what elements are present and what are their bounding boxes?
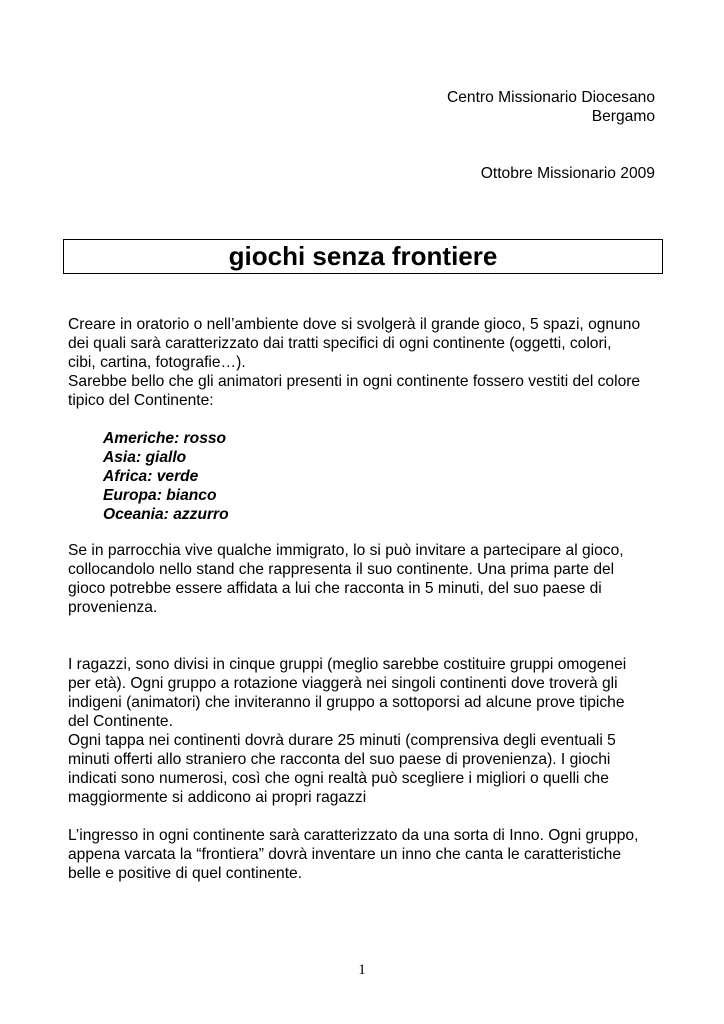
text-line: Sarebbe bello che gli animatori presenti in ogni continente fossero vestiti del colore (68, 373, 641, 390)
paragraph-3 (68, 655, 626, 807)
text-line: L’ingresso in ogni continente sarà caratterizzato da una sorta di Inno. Ogni gruppo, (68, 827, 639, 844)
text-line: Se in parrocchia vive qualche immigrato, lo si può invitare a partecipare al gioco, (68, 542, 624, 559)
city-name: Bergamo (591, 108, 655, 125)
list-item: Africa: verde (103, 468, 199, 485)
header-organization (447, 88, 655, 126)
organization-name: Centro Missionario Diocesano (446, 89, 655, 106)
text-line: per età). Ogni gruppo a rotazione viaggerà nei singoli continenti dove troverà gli (68, 675, 618, 692)
text-line: provenienza. (68, 599, 158, 616)
text-line: Ogni tappa nei continenti dovrà durare 25 minuti (comprensiva degli eventuali 5 (68, 732, 616, 749)
text-line: indicati sono numerosi, così che ogni realtà può scegliere i migliori o quelli che (68, 770, 609, 787)
text-line: maggiormente si addicono ai propri ragazzi (68, 789, 367, 806)
text-line: dei quali sarà caratterizzato dai tratti specifici di ogni continente (oggetti, colori, (68, 335, 612, 352)
event-name: Ottobre Missionario 2009 (480, 165, 655, 182)
text-line: belle e positive di quel continente. (68, 865, 303, 882)
list-item: Oceania: azzurro (103, 506, 229, 523)
text-line: tipico del Continente: (68, 392, 214, 409)
text-line: appena varcata la “frontiera” dovrà inventare un inno che canta le caratteristiche (68, 846, 622, 863)
text-line: cibi, cartina, fotografie…). (68, 354, 246, 371)
list-item: Asia: giallo (103, 449, 187, 466)
page-number: 1 (358, 962, 366, 978)
list-item: Americhe: rosso (103, 430, 227, 447)
paragraph-1 (68, 315, 640, 410)
text-line: indigeni (animatori) che inviteranno il gruppo a sottoporsi ad alcune prove tipiche (68, 694, 625, 711)
text-line: collocandolo nello stand che rappresenta il suo continente. Una prima parte del (68, 561, 615, 578)
continent-colors-list (103, 429, 229, 524)
paragraph-4 (68, 826, 638, 883)
text-line: I ragazzi, sono divisi in cinque gruppi (meglio sarebbe costituire gruppi omogenei (68, 656, 627, 673)
text-line: Creare in oratorio o nell’ambiente dove si svolgerà il grande gioco, 5 spazi, ognuno (68, 316, 641, 333)
text-line: minuti offerti allo straniero che racconta del suo paese di provenienza). I giochi (68, 751, 611, 768)
paragraph-2 (68, 541, 624, 617)
page-title: giochi senza frontiere (63, 239, 663, 274)
text-line: gioco potrebbe essere affidata a lui che racconta in 5 minuti, del suo paese di (68, 580, 602, 597)
list-item: Europa: bianco (103, 487, 217, 504)
text-line: del Continente. (68, 713, 173, 730)
